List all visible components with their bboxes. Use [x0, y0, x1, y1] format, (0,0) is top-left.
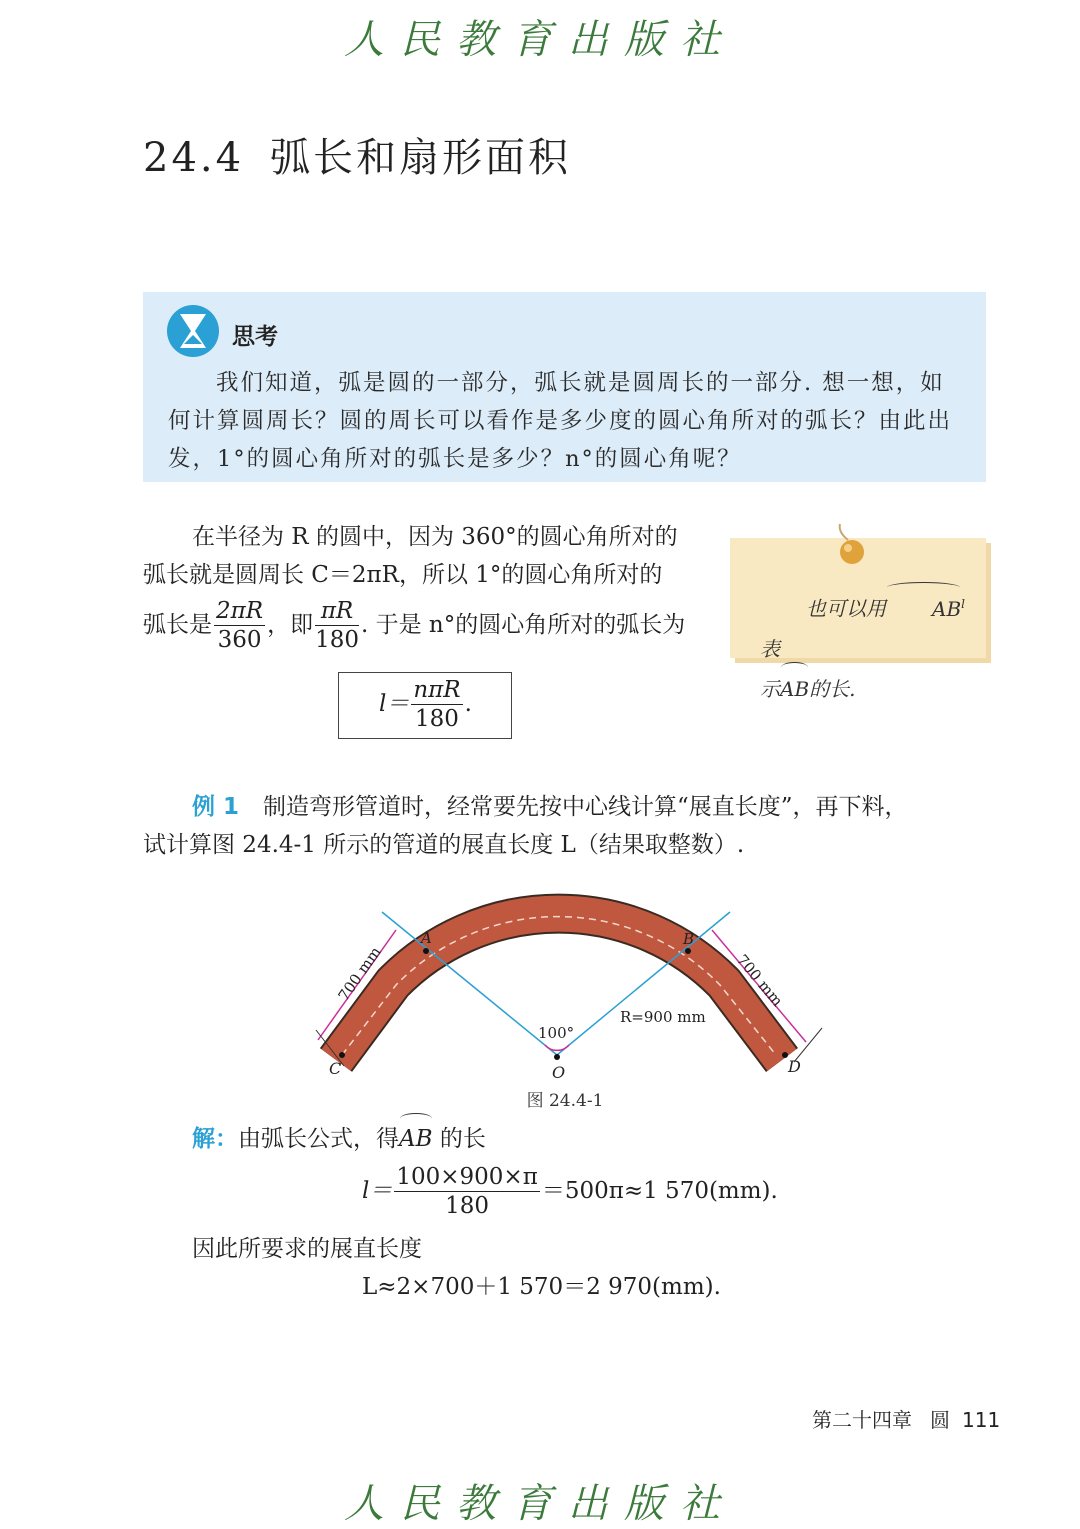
publisher-header: 人民教育出版社 [344, 17, 736, 63]
think-line: 发，1°的圆心角所对的弧长是多少？n°的圆心角呢？ [168, 446, 742, 472]
footer-chapter: 第二十四章 [812, 1408, 912, 1432]
radius-label: R=900 mm [620, 1008, 706, 1026]
angle-arc [545, 1045, 569, 1050]
note-text: 的长. [809, 676, 856, 701]
solution-conclusion: 因此所要求的展直长度 [192, 1236, 422, 1262]
body-text: ，即 [267, 612, 314, 638]
frac-den: 360 [217, 627, 262, 653]
frac-num: 2πR [216, 598, 264, 624]
think-text [168, 364, 968, 478]
note-line: 也可以用 $AB^l$ 表 [760, 584, 972, 669]
frac-den: 180 [315, 627, 359, 653]
example-label: 例 1 [192, 794, 240, 820]
body-line: 在半径为 R 的圆中，因为 360°的圆心角所对的 [192, 524, 678, 550]
point-B [685, 948, 691, 954]
note-text: 表 [760, 636, 780, 661]
publisher-footer: 人民教育出版社 [344, 1481, 736, 1527]
length-label-left: 700 mm [334, 943, 385, 1005]
label-B: B [683, 930, 695, 948]
section-number: 24.4 [143, 135, 245, 181]
frac-den: 180 [445, 1193, 490, 1219]
arc-AB: AB [780, 669, 809, 709]
angle-label: 100° [538, 1024, 575, 1042]
think-label: 思考 [232, 324, 278, 350]
solution-label: 解： [192, 1126, 238, 1152]
arc-AB: AB [399, 1120, 433, 1158]
body-text: 弧长是 [143, 612, 212, 638]
label-D: D [788, 1057, 801, 1076]
label-O: O [552, 1063, 566, 1082]
point-A [423, 948, 429, 954]
example-text: 制造弯形管道时，经常要先按中心线计算“展直长度”，再下料， [263, 794, 908, 820]
note-line [760, 669, 972, 709]
arc-length-formula-box [338, 672, 512, 739]
example-line: 试计算图 24.4-1 所示的管道的展直长度 L（结果取整数）. [143, 832, 745, 858]
figure-caption: 图 24.4-1 [526, 1091, 604, 1111]
footer-topic: 圆 [930, 1408, 950, 1432]
pushpin-icon [834, 522, 870, 572]
label-C: C [329, 1059, 342, 1078]
solution-line [192, 1120, 486, 1158]
label-A: A [421, 929, 432, 947]
section-title [143, 126, 571, 183]
arc-AB: AB [886, 589, 961, 629]
fraction-solution [394, 1166, 539, 1218]
solution-formula [362, 1166, 778, 1218]
solution-text: 的长 [432, 1126, 486, 1152]
fraction-npiR-180 [411, 679, 462, 731]
hourglass-icon [166, 304, 220, 358]
fraction-2piR-360 [214, 600, 265, 652]
page-footer [812, 1404, 1000, 1433]
frac-num: πR [315, 600, 359, 626]
length-label-right: 700 mm [732, 951, 787, 1010]
frac-num: nπR [413, 677, 461, 703]
point-O [554, 1054, 560, 1060]
body-text: . 于是 n°的圆心角所对的弧长为 [360, 612, 686, 638]
pipe-figure [300, 866, 840, 1086]
formula-lhs: l＝ [379, 691, 410, 717]
body-line: 弧长就是圆周长 C＝2πR，所以 1°的圆心角所对的 [143, 562, 663, 588]
arc-length-formula [379, 679, 472, 731]
solution-final: L≈2×700＋1 570＝2 970(mm). [362, 1274, 721, 1300]
note-text: 示 [760, 676, 780, 701]
formula-rhs: ＝500π≈1 570(mm). [541, 1178, 778, 1204]
note-text: 也可以用 [806, 596, 886, 621]
solution-text: 由弧长公式，得 [238, 1126, 399, 1152]
fraction-piR-180 [315, 600, 359, 652]
body-line-fractions [143, 600, 685, 652]
section-title-text: 弧长和扇形面积 [270, 135, 572, 181]
formula-lhs: l＝ [362, 1178, 393, 1204]
side-note-text [760, 584, 972, 709]
formula-tail: . [464, 691, 472, 717]
example-line [192, 788, 908, 826]
page-number: 111 [962, 1408, 1001, 1432]
frac-den: 180 [415, 706, 459, 732]
point-C [339, 1052, 345, 1058]
frac-num: 100×900×π [396, 1164, 538, 1190]
think-line: 何计算圆周长？圆的周长可以看作是多少度的圆心角所对的弧长？由此出 [168, 408, 953, 434]
think-line: 我们知道，弧是圆的一部分，弧长就是圆周长的一部分. 想一想，如 [216, 370, 945, 396]
